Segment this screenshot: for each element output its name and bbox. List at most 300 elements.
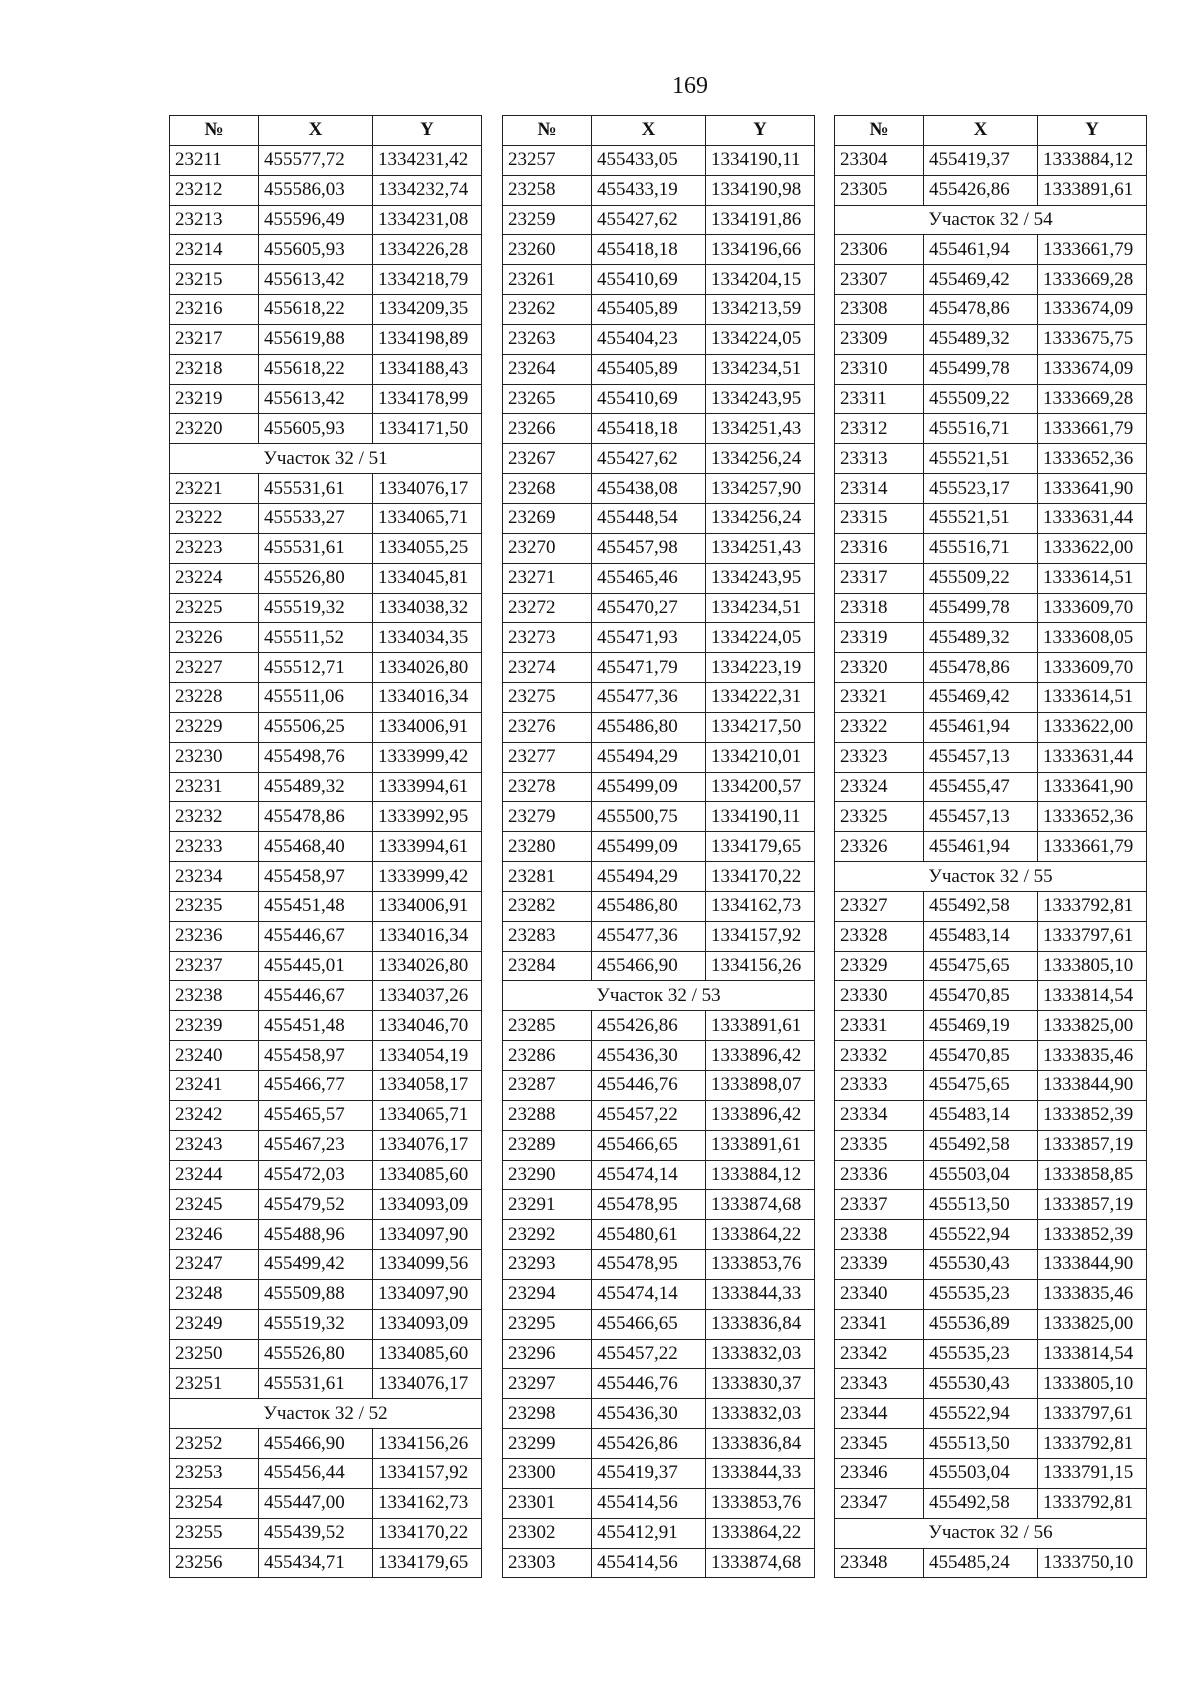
y-coordinate-cell: 1333857,19: [1038, 1130, 1147, 1160]
point-number-cell: 23294: [503, 1279, 592, 1309]
x-coordinate-cell: 455457,13: [924, 802, 1038, 832]
y-coordinate-cell: 1333844,33: [706, 1458, 815, 1488]
header-number: №: [170, 116, 259, 146]
x-coordinate-cell: 455466,90: [259, 1429, 373, 1459]
y-coordinate-cell: 1334085,60: [373, 1339, 482, 1369]
point-number-cell: 23271: [503, 563, 592, 593]
y-coordinate-cell: 1334006,91: [373, 891, 482, 921]
table-row: [503, 324, 815, 354]
x-coordinate-cell: 455499,78: [924, 354, 1038, 384]
table-header-row: [835, 116, 1147, 146]
table-row: [503, 623, 815, 653]
x-coordinate-cell: 455531,61: [259, 474, 373, 504]
table-row: [835, 712, 1147, 742]
point-number-cell: 23343: [835, 1369, 924, 1399]
y-coordinate-cell: 1333674,09: [1038, 295, 1147, 325]
table-row: [503, 593, 815, 623]
table-row: [170, 1250, 482, 1280]
point-number-cell: 23226: [170, 623, 259, 653]
x-coordinate-cell: 455536,89: [924, 1309, 1038, 1339]
x-coordinate-cell: 455433,19: [592, 175, 706, 205]
y-coordinate-cell: 1334156,26: [706, 951, 815, 981]
y-coordinate-cell: 1333858,85: [1038, 1160, 1147, 1190]
point-number-cell: 23267: [503, 444, 592, 474]
point-number-cell: 23347: [835, 1488, 924, 1518]
y-coordinate-cell: 1333853,76: [706, 1250, 815, 1280]
table-row: [503, 533, 815, 563]
point-number-cell: 23307: [835, 265, 924, 295]
x-coordinate-cell: 455468,40: [259, 832, 373, 862]
x-coordinate-cell: 455470,85: [924, 1041, 1038, 1071]
point-number-cell: 23248: [170, 1279, 259, 1309]
table-row: [503, 1369, 815, 1399]
x-coordinate-cell: 455446,67: [259, 981, 373, 1011]
x-coordinate-cell: 455519,32: [259, 593, 373, 623]
x-coordinate-cell: 455613,42: [259, 265, 373, 295]
x-coordinate-cell: 455467,23: [259, 1130, 373, 1160]
table-row: [503, 772, 815, 802]
header-y: Y: [1038, 116, 1147, 146]
y-coordinate-cell: 1334198,89: [373, 324, 482, 354]
header-x: X: [259, 116, 373, 146]
y-coordinate-cell: 1333896,42: [706, 1041, 815, 1071]
header-y: Y: [373, 116, 482, 146]
y-coordinate-cell: 1333994,61: [373, 832, 482, 862]
x-coordinate-cell: 455489,32: [924, 623, 1038, 653]
x-coordinate-cell: 455512,71: [259, 653, 373, 683]
x-coordinate-cell: 455516,71: [924, 414, 1038, 444]
y-coordinate-cell: 1333652,36: [1038, 802, 1147, 832]
y-coordinate-cell: 1334016,34: [373, 921, 482, 951]
x-coordinate-cell: 455471,79: [592, 653, 706, 683]
x-coordinate-cell: 455494,29: [592, 742, 706, 772]
table-row: [170, 503, 482, 533]
y-coordinate-cell: 1334190,98: [706, 175, 815, 205]
x-coordinate-cell: 455478,86: [924, 295, 1038, 325]
point-number-cell: 23301: [503, 1488, 592, 1518]
point-number-cell: 23338: [835, 1220, 924, 1250]
point-number-cell: 23264: [503, 354, 592, 384]
table-row: [170, 1488, 482, 1518]
x-coordinate-cell: 455455,47: [924, 772, 1038, 802]
x-coordinate-cell: 455492,58: [924, 1130, 1038, 1160]
y-coordinate-cell: 1333614,51: [1038, 683, 1147, 713]
table-row: [170, 891, 482, 921]
x-coordinate-cell: 455503,04: [924, 1458, 1038, 1488]
point-number-cell: 23224: [170, 563, 259, 593]
x-coordinate-cell: 455526,80: [259, 563, 373, 593]
y-coordinate-cell: 1333857,19: [1038, 1190, 1147, 1220]
section-title: Участок 32 / 53: [503, 981, 815, 1011]
point-number-cell: 23323: [835, 742, 924, 772]
table-row: [835, 1190, 1147, 1220]
table-row: [835, 951, 1147, 981]
table-row: [835, 414, 1147, 444]
table-row: [170, 533, 482, 563]
table-row: [170, 951, 482, 981]
point-number-cell: 23216: [170, 295, 259, 325]
x-coordinate-cell: 455447,00: [259, 1488, 373, 1518]
point-number-cell: 23213: [170, 205, 259, 235]
point-number-cell: 23300: [503, 1458, 592, 1488]
x-coordinate-cell: 455483,14: [924, 1100, 1038, 1130]
y-coordinate-cell: 1333853,76: [706, 1488, 815, 1518]
x-coordinate-cell: 455535,23: [924, 1339, 1038, 1369]
point-number-cell: 23306: [835, 235, 924, 265]
y-coordinate-cell: 1334223,19: [706, 653, 815, 683]
point-number-cell: 23247: [170, 1250, 259, 1280]
x-coordinate-cell: 455478,86: [924, 653, 1038, 683]
point-number-cell: 23237: [170, 951, 259, 981]
y-coordinate-cell: 1334190,11: [706, 802, 815, 832]
point-number-cell: 23258: [503, 175, 592, 205]
table-row: [503, 503, 815, 533]
point-number-cell: 23249: [170, 1309, 259, 1339]
y-coordinate-cell: 1333884,12: [706, 1160, 815, 1190]
y-coordinate-cell: 1333864,22: [706, 1220, 815, 1250]
x-coordinate-cell: 455489,32: [259, 772, 373, 802]
table-row: [170, 683, 482, 713]
table-row: [170, 414, 482, 444]
table-row: [835, 563, 1147, 593]
section-title: Участок 32 / 54: [835, 205, 1147, 235]
table-row: [170, 384, 482, 414]
x-coordinate-cell: 455478,95: [592, 1190, 706, 1220]
table-row: [170, 1309, 482, 1339]
point-number-cell: 23305: [835, 175, 924, 205]
point-number-cell: 23274: [503, 653, 592, 683]
y-coordinate-cell: 1333797,61: [1038, 921, 1147, 951]
table-row: [170, 474, 482, 504]
y-coordinate-cell: 1333836,84: [706, 1429, 815, 1459]
table-row: [835, 1399, 1147, 1429]
point-number-cell: 23313: [835, 444, 924, 474]
y-coordinate-cell: 1333792,81: [1038, 1488, 1147, 1518]
y-coordinate-cell: 1334045,81: [373, 563, 482, 593]
section-row: [835, 1518, 1147, 1548]
point-number-cell: 23265: [503, 384, 592, 414]
x-coordinate-cell: 455466,77: [259, 1071, 373, 1101]
point-number-cell: 23288: [503, 1100, 592, 1130]
table-row: [503, 1071, 815, 1101]
x-coordinate-cell: 455619,88: [259, 324, 373, 354]
x-coordinate-cell: 455419,37: [924, 145, 1038, 175]
section-row: [503, 981, 815, 1011]
point-number-cell: 23345: [835, 1429, 924, 1459]
table-row: [170, 1279, 482, 1309]
x-coordinate-cell: 455535,23: [924, 1279, 1038, 1309]
y-coordinate-cell: 1333835,46: [1038, 1279, 1147, 1309]
y-coordinate-cell: 1334157,92: [706, 921, 815, 951]
table-row: [503, 1100, 815, 1130]
y-coordinate-cell: 1334026,80: [373, 653, 482, 683]
table-row: [170, 1041, 482, 1071]
point-number-cell: 23308: [835, 295, 924, 325]
y-coordinate-cell: 1333825,00: [1038, 1309, 1147, 1339]
point-number-cell: 23332: [835, 1041, 924, 1071]
table-row: [835, 802, 1147, 832]
table-row: [835, 1160, 1147, 1190]
point-number-cell: 23331: [835, 1011, 924, 1041]
y-coordinate-cell: 1334170,22: [373, 1518, 482, 1548]
x-coordinate-cell: 455414,56: [592, 1548, 706, 1578]
table-row: [835, 683, 1147, 713]
x-coordinate-cell: 455500,75: [592, 802, 706, 832]
y-coordinate-cell: 1333661,79: [1038, 414, 1147, 444]
section-title: Участок 32 / 56: [835, 1518, 1147, 1548]
point-number-cell: 23329: [835, 951, 924, 981]
point-number-cell: 23302: [503, 1518, 592, 1548]
section-row: [170, 1399, 482, 1429]
table-row: [170, 742, 482, 772]
x-coordinate-cell: 455426,86: [592, 1429, 706, 1459]
point-number-cell: 23293: [503, 1250, 592, 1280]
x-coordinate-cell: 455522,94: [924, 1399, 1038, 1429]
x-coordinate-cell: 455485,24: [924, 1548, 1038, 1578]
x-coordinate-cell: 455412,91: [592, 1518, 706, 1548]
y-coordinate-cell: 1333891,61: [706, 1130, 815, 1160]
point-number-cell: 23236: [170, 921, 259, 951]
x-coordinate-cell: 455522,94: [924, 1220, 1038, 1250]
point-number-cell: 23311: [835, 384, 924, 414]
x-coordinate-cell: 455513,50: [924, 1190, 1038, 1220]
x-coordinate-cell: 455509,88: [259, 1279, 373, 1309]
y-coordinate-cell: 1333874,68: [706, 1548, 815, 1578]
table-row: [170, 623, 482, 653]
x-coordinate-cell: 455461,94: [924, 235, 1038, 265]
y-coordinate-cell: 1334234,51: [706, 593, 815, 623]
x-coordinate-cell: 455513,50: [924, 1429, 1038, 1459]
point-number-cell: 23252: [170, 1429, 259, 1459]
table-row: [835, 1429, 1147, 1459]
point-number-cell: 23314: [835, 474, 924, 504]
x-coordinate-cell: 455498,76: [259, 742, 373, 772]
y-coordinate-cell: 1334026,80: [373, 951, 482, 981]
x-coordinate-cell: 455475,65: [924, 1071, 1038, 1101]
x-coordinate-cell: 455465,46: [592, 563, 706, 593]
point-number-cell: 23318: [835, 593, 924, 623]
point-number-cell: 23269: [503, 503, 592, 533]
table-row: [835, 742, 1147, 772]
table-row: [503, 1160, 815, 1190]
point-number-cell: 23223: [170, 533, 259, 563]
point-number-cell: 23240: [170, 1041, 259, 1071]
table-row: [170, 1220, 482, 1250]
y-coordinate-cell: 1333641,90: [1038, 474, 1147, 504]
table-row: [835, 1220, 1147, 1250]
point-number-cell: 23281: [503, 862, 592, 892]
y-coordinate-cell: 1334179,65: [706, 832, 815, 862]
x-coordinate-cell: 455486,80: [592, 891, 706, 921]
table-row: [835, 772, 1147, 802]
table-row: [503, 1399, 815, 1429]
x-coordinate-cell: 455414,56: [592, 1488, 706, 1518]
point-number-cell: 23217: [170, 324, 259, 354]
point-number-cell: 23218: [170, 354, 259, 384]
table-row: [503, 563, 815, 593]
x-coordinate-cell: 455457,22: [592, 1339, 706, 1369]
x-coordinate-cell: 455475,65: [924, 951, 1038, 981]
point-number-cell: 23245: [170, 1190, 259, 1220]
x-coordinate-cell: 455410,69: [592, 265, 706, 295]
table-row: [170, 1071, 482, 1101]
table-row: [835, 533, 1147, 563]
point-number-cell: 23290: [503, 1160, 592, 1190]
y-coordinate-cell: 1333898,07: [706, 1071, 815, 1101]
point-number-cell: 23339: [835, 1250, 924, 1280]
y-coordinate-cell: 1334055,25: [373, 533, 482, 563]
table-row: [170, 1011, 482, 1041]
table-row: [503, 1309, 815, 1339]
table-row: [503, 1429, 815, 1459]
point-number-cell: 23230: [170, 742, 259, 772]
table-row: [503, 444, 815, 474]
y-coordinate-cell: 1334256,24: [706, 444, 815, 474]
x-coordinate-cell: 455451,48: [259, 1011, 373, 1041]
table-row: [170, 1548, 482, 1578]
table-row: [503, 175, 815, 205]
table-row: [170, 1160, 482, 1190]
table-row: [503, 384, 815, 414]
x-coordinate-cell: 455410,69: [592, 384, 706, 414]
y-coordinate-cell: 1334058,17: [373, 1071, 482, 1101]
y-coordinate-cell: 1333797,61: [1038, 1399, 1147, 1429]
y-coordinate-cell: 1334222,31: [706, 683, 815, 713]
y-coordinate-cell: 1333814,54: [1038, 981, 1147, 1011]
y-coordinate-cell: 1333805,10: [1038, 951, 1147, 981]
x-coordinate-cell: 455618,22: [259, 354, 373, 384]
point-number-cell: 23257: [503, 145, 592, 175]
table-row: [835, 1548, 1147, 1578]
y-coordinate-cell: 1334076,17: [373, 1130, 482, 1160]
table-row: [503, 295, 815, 325]
table-row: [170, 324, 482, 354]
x-coordinate-cell: 455433,05: [592, 145, 706, 175]
table-row: [170, 1130, 482, 1160]
x-coordinate-cell: 455465,57: [259, 1100, 373, 1130]
x-coordinate-cell: 455471,93: [592, 623, 706, 653]
table-row: [170, 832, 482, 862]
x-coordinate-cell: 455478,95: [592, 1250, 706, 1280]
x-coordinate-cell: 455434,71: [259, 1548, 373, 1578]
point-number-cell: 23322: [835, 712, 924, 742]
point-number-cell: 23268: [503, 474, 592, 504]
table-row: [170, 205, 482, 235]
point-number-cell: 23297: [503, 1369, 592, 1399]
x-coordinate-cell: 455494,29: [592, 862, 706, 892]
table-row: [835, 1100, 1147, 1130]
x-coordinate-cell: 455474,14: [592, 1160, 706, 1190]
y-coordinate-cell: 1333675,75: [1038, 324, 1147, 354]
x-coordinate-cell: 455445,01: [259, 951, 373, 981]
x-coordinate-cell: 455516,71: [924, 533, 1038, 563]
y-coordinate-cell: 1333614,51: [1038, 563, 1147, 593]
x-coordinate-cell: 455457,98: [592, 533, 706, 563]
y-coordinate-cell: 1333631,44: [1038, 742, 1147, 772]
x-coordinate-cell: 455448,54: [592, 503, 706, 533]
table-row: [835, 295, 1147, 325]
point-number-cell: 23251: [170, 1369, 259, 1399]
point-number-cell: 23260: [503, 235, 592, 265]
y-coordinate-cell: 1333792,81: [1038, 1429, 1147, 1459]
y-coordinate-cell: 1334232,74: [373, 175, 482, 205]
x-coordinate-cell: 455472,03: [259, 1160, 373, 1190]
y-coordinate-cell: 1333844,90: [1038, 1250, 1147, 1280]
y-coordinate-cell: 1333844,90: [1038, 1071, 1147, 1101]
point-number-cell: 23342: [835, 1339, 924, 1369]
y-coordinate-cell: 1333836,84: [706, 1309, 815, 1339]
table-row: [835, 891, 1147, 921]
table-row: [503, 265, 815, 295]
header-x: X: [592, 116, 706, 146]
table-row: [170, 712, 482, 742]
point-number-cell: 23286: [503, 1041, 592, 1071]
x-coordinate-cell: 455457,13: [924, 742, 1038, 772]
point-number-cell: 23212: [170, 175, 259, 205]
point-number-cell: 23324: [835, 772, 924, 802]
point-number-cell: 23239: [170, 1011, 259, 1041]
x-coordinate-cell: 455531,61: [259, 1369, 373, 1399]
y-coordinate-cell: 1333891,61: [1038, 175, 1147, 205]
x-coordinate-cell: 455436,30: [592, 1399, 706, 1429]
x-coordinate-cell: 455427,62: [592, 444, 706, 474]
point-number-cell: 23309: [835, 324, 924, 354]
point-number-cell: 23348: [835, 1548, 924, 1578]
point-number-cell: 23276: [503, 712, 592, 742]
table-row: [170, 265, 482, 295]
y-coordinate-cell: 1333661,79: [1038, 235, 1147, 265]
point-number-cell: 23304: [835, 145, 924, 175]
table-row: [835, 474, 1147, 504]
table-row: [170, 235, 482, 265]
y-coordinate-cell: 1334093,09: [373, 1309, 482, 1339]
header-number: №: [835, 116, 924, 146]
header-number: №: [503, 116, 592, 146]
table-row: [170, 981, 482, 1011]
point-number-cell: 23279: [503, 802, 592, 832]
table-row: [503, 205, 815, 235]
y-coordinate-cell: 1334006,91: [373, 712, 482, 742]
y-coordinate-cell: 1334162,73: [706, 891, 815, 921]
point-number-cell: 23278: [503, 772, 592, 802]
point-number-cell: 23221: [170, 474, 259, 504]
point-number-cell: 23211: [170, 145, 259, 175]
y-coordinate-cell: 1334210,01: [706, 742, 815, 772]
x-coordinate-cell: 455503,04: [924, 1160, 1038, 1190]
point-number-cell: 23250: [170, 1339, 259, 1369]
table-row: [170, 1429, 482, 1459]
y-coordinate-cell: 1334162,73: [373, 1488, 482, 1518]
x-coordinate-cell: 455418,18: [592, 235, 706, 265]
point-number-cell: 23259: [503, 205, 592, 235]
point-number-cell: 23214: [170, 235, 259, 265]
table-row: [170, 593, 482, 623]
table-row: [835, 503, 1147, 533]
table-row: [503, 1190, 815, 1220]
section-row: [170, 444, 482, 474]
x-coordinate-cell: 455586,03: [259, 175, 373, 205]
y-coordinate-cell: 1333750,10: [1038, 1548, 1147, 1578]
table-header-row: [170, 116, 482, 146]
y-coordinate-cell: 1333608,05: [1038, 623, 1147, 653]
x-coordinate-cell: 455519,32: [259, 1309, 373, 1339]
table-row: [835, 1369, 1147, 1399]
table-row: [503, 1041, 815, 1071]
y-coordinate-cell: 1333622,00: [1038, 712, 1147, 742]
point-number-cell: 23270: [503, 533, 592, 563]
point-number-cell: 23317: [835, 563, 924, 593]
point-number-cell: 23289: [503, 1130, 592, 1160]
